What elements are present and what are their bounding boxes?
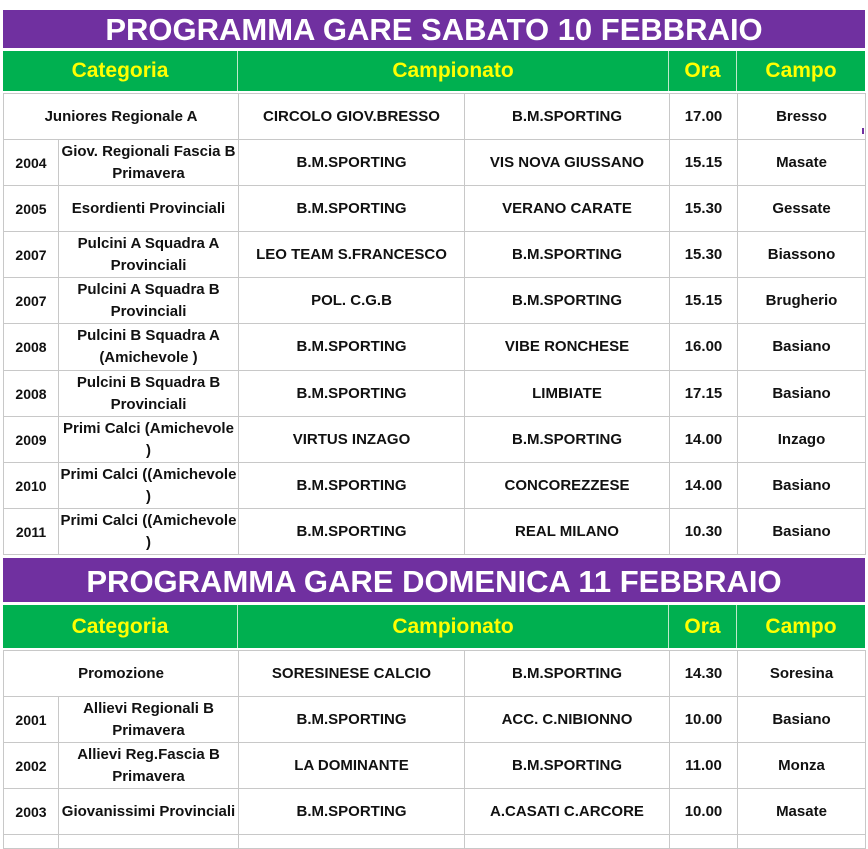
category-cell: Pulcini A Squadra A Provinciali [59,232,239,278]
year-cell: 2001 [4,697,59,743]
category-cell: Giov. Regionali Fascia B Primavera [59,140,239,186]
away-team-cell: B.M.SPORTING [465,417,670,463]
time-cell: 10.00 [670,697,738,743]
time-cell: 15.15 [670,278,738,324]
time-cell: 14.00 [670,463,738,509]
field-cell: Basiano [738,324,866,371]
header-categoria: Categoria [3,51,238,91]
year-cell: 2003 [4,789,59,835]
home-team-cell: VIRTUS INZAGO [239,417,465,463]
year-cell: 2002 [4,743,59,789]
home-team-cell: B.M.SPORTING [239,463,465,509]
field-cell: Inzago [738,417,866,463]
away-team-cell: ACC. C.NIBIONNO [465,697,670,743]
field-cell: Soresina [738,651,866,697]
away-team-cell: VIBE RONCHESE [465,324,670,371]
field-cell: Masate [738,789,866,835]
year-cell: 2008 [4,371,59,417]
header-categoria: Categoria [3,605,238,648]
year-cell: 2007 [4,232,59,278]
time-cell: 10.00 [670,789,738,835]
table-row [4,697,866,743]
year-cell: 2011 [4,509,59,555]
field-cell: Basiano [738,371,866,417]
away-team-cell: VIS NOVA GIUSSANO [465,140,670,186]
table-row [4,324,866,371]
time-cell: 15.30 [670,186,738,232]
header-campo: Campo [765,59,837,82]
year-cell: 2009 [4,417,59,463]
home-team-cell: B.M.SPORTING [239,509,465,555]
category-cell: Giovanissimi Provinciali [59,789,239,835]
table-row [4,417,866,463]
category-cell: Primi Calci (Amichevole ) [59,417,239,463]
away-team-cell: B.M.SPORTING [465,278,670,324]
home-team-cell: LEO TEAM S.FRANCESCO [239,232,465,278]
saturday-header-row [3,51,865,91]
home-team-cell: POL. C.G.B [239,278,465,324]
saturday-banner: PROGRAMMA GARE SABATO 10 FEBBRAIO [3,10,865,48]
category-cell: Primi Calci ((Amichevole ) [59,509,239,555]
category-cell: Pulcini B Squadra A (Amichevole ) [59,324,239,371]
field-cell: Basiano [738,697,866,743]
home-team-cell: B.M.SPORTING [239,697,465,743]
year-cell: 2004 [4,140,59,186]
home-team-cell: B.M.SPORTING [239,140,465,186]
table-row [4,232,866,278]
category-cell: Primi Calci ((Amichevole ) [59,463,239,509]
header-campionato: Campionato [238,51,669,91]
away-team-cell: CONCOREZZESE [465,463,670,509]
field-cell: Basiano [738,463,866,509]
time-cell: 16.00 [670,324,738,371]
away-team-cell: VERANO CARATE [465,186,670,232]
header-campo: Campo [765,614,837,638]
time-cell: 14.00 [670,417,738,463]
time-cell: 15.15 [670,140,738,186]
table-row [4,789,866,835]
field-cell: Monza [738,743,866,789]
table-row [4,186,866,232]
category-cell: Promozione [4,651,239,697]
category-cell: Esordienti Provinciali [59,186,239,232]
field-cell: Masate [738,140,866,186]
away-team-cell: B.M.SPORTING [465,743,670,789]
time-cell: 17.15 [670,371,738,417]
field-cell: Basiano [738,509,866,555]
home-team-cell: B.M.SPORTING [239,324,465,371]
header-campionato: Campionato [238,605,669,648]
header-ora: Ora [669,51,737,91]
home-team-cell: LA DOMINANTE [239,743,465,789]
away-team-cell: LIMBIATE [465,371,670,417]
year-cell: 2008 [4,324,59,371]
home-team-cell: CIRCOLO GIOV.BRESSO [239,94,465,140]
table-row [4,140,866,186]
home-team-cell: SORESINESE CALCIO [239,651,465,697]
home-team-cell: B.M.SPORTING [239,186,465,232]
year-cell: 2010 [4,463,59,509]
header-ora: Ora [669,605,737,648]
away-team-cell: A.CASATI C.ARCORE [465,789,670,835]
time-cell: 10.30 [670,509,738,555]
away-team-cell: B.M.SPORTING [465,94,670,140]
away-team-cell: B.M.SPORTING [465,232,670,278]
category-cell: Juniores Regionale A [4,94,239,140]
away-team-cell: B.M.SPORTING [465,651,670,697]
table-row [4,743,866,789]
time-cell: 15.30 [670,232,738,278]
category-cell: Pulcini A Squadra B Provinciali [59,278,239,324]
time-cell: 11.00 [670,743,738,789]
home-team-cell: B.M.SPORTING [239,371,465,417]
table-row [4,509,866,555]
category-cell: Allievi Regionali B Primavera [59,697,239,743]
year-cell: 2005 [4,186,59,232]
field-cell: Biassono [738,232,866,278]
field-cell: Bresso [738,94,866,140]
table-row [4,463,866,509]
away-team-cell: REAL MILANO [465,509,670,555]
sunday-table [3,650,866,849]
field-cell: Gessate [738,186,866,232]
sunday-header-row [3,605,865,648]
cell-marker [862,128,864,134]
home-team-cell: B.M.SPORTING [239,789,465,835]
table-row [4,651,866,697]
year-cell: 2007 [4,278,59,324]
time-cell: 17.00 [670,94,738,140]
category-cell: Allievi Reg.Fascia B Primavera [59,743,239,789]
category-cell: Pulcini B Squadra B Provinciali [59,371,239,417]
table-row [4,94,866,140]
table-row [4,371,866,417]
saturday-table [3,93,866,555]
field-cell: Brugherio [738,278,866,324]
table-row [4,278,866,324]
time-cell: 14.30 [670,651,738,697]
sunday-banner: PROGRAMMA GARE DOMENICA 11 FEBBRAIO [3,558,865,602]
